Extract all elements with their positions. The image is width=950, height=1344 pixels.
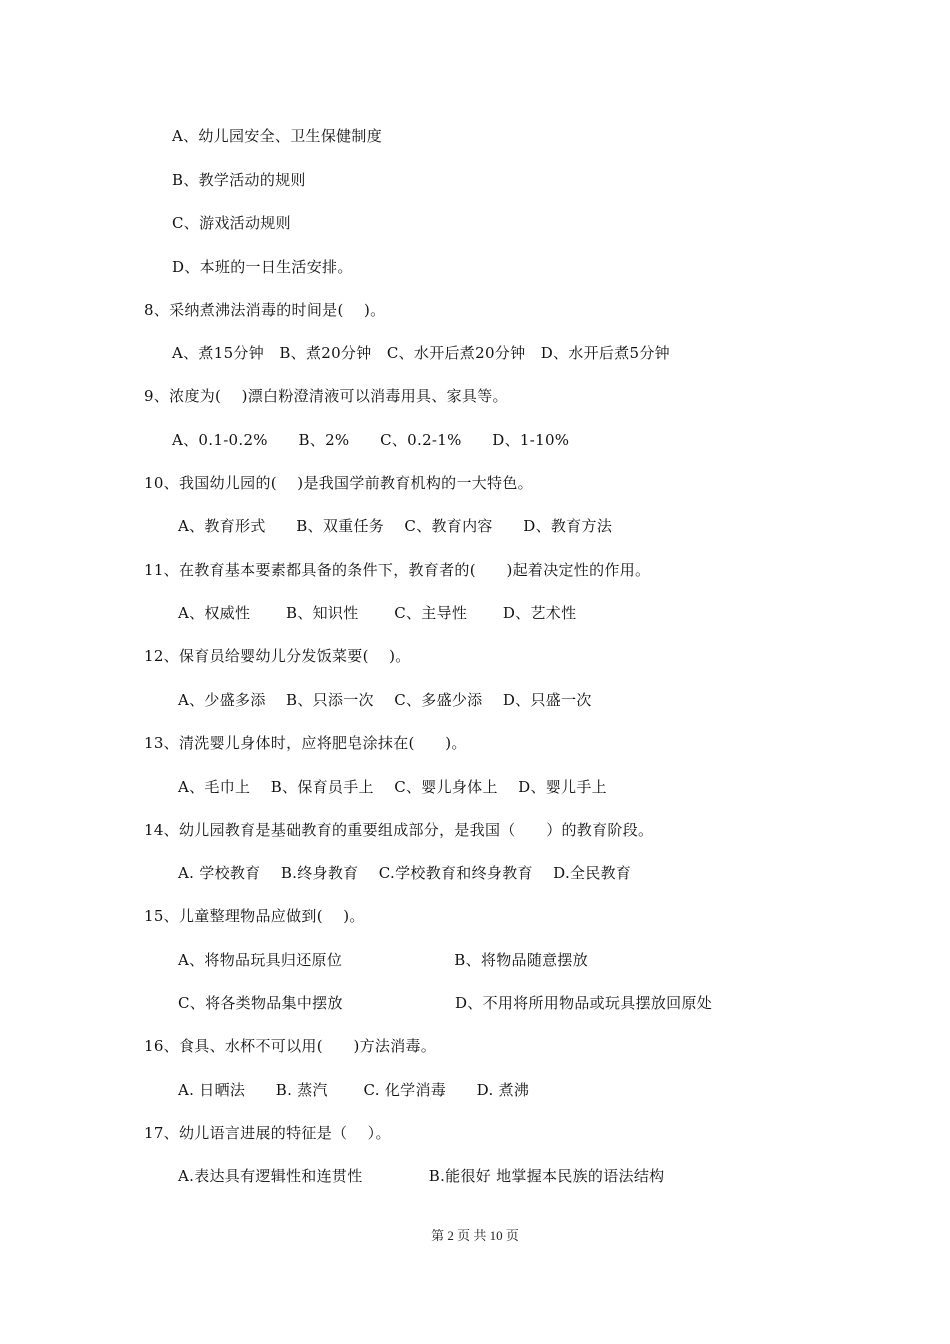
page-number-footer: 第 2 页 共 10 页	[431, 1228, 519, 1243]
question-15-options-row-2: C、将各类物品集中摆放 D、不用将所用物品或玩具摆放回原处	[178, 994, 713, 1012]
question-8-options: A、煮15分钟 B、煮20分钟 C、水开后煮20分钟 D、水开后煮5分钟	[172, 344, 670, 362]
question-15-options-row-1: A、将物品玩具归还原位 B、将物品随意摆放	[178, 951, 589, 969]
question-15: 15、儿童整理物品应做到( )。	[144, 907, 365, 925]
question-11-options: A、权威性 B、知识性 C、主导性 D、艺术性	[178, 604, 577, 622]
question-13: 13、清洗婴儿身体时，应将肥皂涂抹在( )。	[144, 734, 467, 752]
question-16-options: A. 日晒法 B. 蒸汽 C. 化学消毒 D. 煮沸	[178, 1081, 530, 1099]
option-b: B、教学活动的规则	[172, 171, 306, 189]
question-17-options: A.表达具有逻辑性和连贯性 B.能很好 地掌握本民族的语法结构	[178, 1167, 665, 1185]
option-d: D、本班的一日生活安排。	[172, 258, 353, 276]
option-a: A、幼儿园安全、卫生保健制度	[172, 127, 383, 145]
question-9-options: A、0.1-0.2% B、2% C、0.2-1% D、1-10%	[172, 431, 570, 449]
question-10-options: A、教育形式 B、双重任务 C、教育内容 D、教育方法	[178, 517, 613, 535]
question-9: 9、浓度为( )漂白粉澄清液可以消毒用具、家具等。	[144, 387, 508, 405]
question-16: 16、食具、水杯不可以用( )方法消毒。	[144, 1037, 437, 1055]
question-8: 8、采纳煮沸法消毒的时间是( )。	[144, 301, 386, 319]
question-12: 12、保育员给婴幼儿分发饭菜要( )。	[144, 647, 411, 665]
option-c: C、游戏活动规则	[172, 214, 291, 232]
question-11: 11、在教育基本要素都具备的条件下，教育者的( )起着决定性的作用。	[144, 561, 651, 579]
question-17: 17、幼儿语言进展的特征是（ ）。	[144, 1124, 391, 1142]
question-10: 10、我国幼儿园的( )是我国学前教育机构的一大特色。	[144, 474, 533, 492]
question-13-options: A、毛巾上 B、保育员手上 C、婴儿身体上 D、婴儿手上	[178, 778, 607, 796]
question-12-options: A、少盛多添 B、只添一次 C、多盛少添 D、只盛一次	[178, 691, 592, 709]
question-14: 14、幼儿园教育是基础教育的重要组成部分，是我国（ ）的教育阶段。	[144, 821, 654, 839]
question-14-options: A. 学校教育 B.终身教育 C.学校教育和终身教育 D.全民教育	[178, 864, 632, 882]
